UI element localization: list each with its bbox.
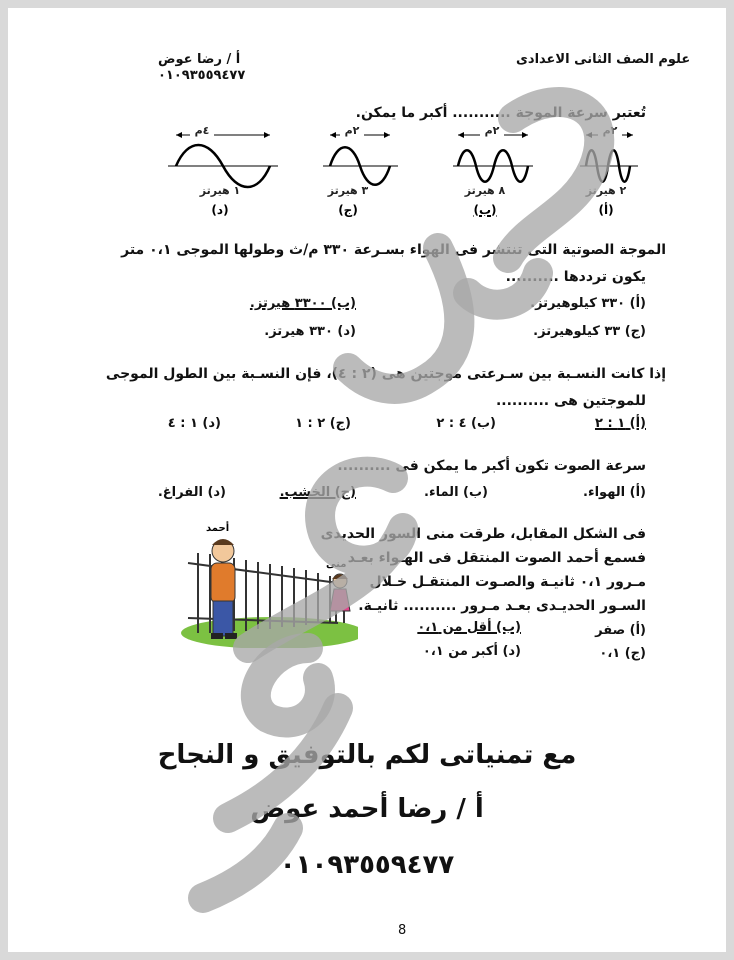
wave-c-length: ٢م <box>340 124 364 137</box>
wave-b-freq: ٨ هيرتز <box>464 184 506 197</box>
q2-line2: يكون ترددها .......... <box>505 269 646 285</box>
teacher-name: أ / رضا عوض <box>158 52 241 67</box>
wave-d-letter: (د) <box>211 203 229 217</box>
wave-c-letter: (ج) <box>338 203 358 217</box>
wave-d-freq: ١ هيرتز <box>199 184 241 197</box>
q3-option-d: (د) ١ : ٤ <box>167 416 221 431</box>
q3-option-a: (أ) ١ : ٢ <box>594 416 646 431</box>
footer-wish: مع تمنياتى لكم بالتوفيق و النجاح <box>157 740 577 770</box>
q4-text: سرعة الصوت تكون أكبر ما يمكن فى .......... <box>337 458 646 474</box>
q5-line2: فسمع أحمد الصوت المنتقل فى الهـواء بعـد <box>347 550 646 566</box>
q5-option-b: (ب) أقل من ٠،١ <box>417 620 521 635</box>
wave-a-freq: ٢ هيرتز <box>585 184 627 197</box>
q3-option-b: (ب) ٤ : ٢ <box>436 416 496 431</box>
q5-option-d: (د) أكبر من ٠،١ <box>422 644 521 659</box>
q1-waves-figure <box>158 123 638 193</box>
wave-b-length: ٢م <box>480 124 504 137</box>
q5-line4: السـور الحديـدى بعـد مـرور .......... ثانيـة. <box>358 598 646 614</box>
wave-c-freq: ٣ هيرتز <box>327 184 369 197</box>
q2-option-a: (أ) ٣٣٠ كيلوهيرتز. <box>530 296 646 311</box>
q2-option-b: (ب) ٣٣٠٠ هيرتز. <box>249 296 356 311</box>
wave-a-letter: (أ) <box>598 203 614 217</box>
q4-option-c: (ج) الخشب. <box>279 485 356 500</box>
wave-c <box>323 132 398 185</box>
q4-option-a: (أ) الهواء. <box>583 485 646 500</box>
wave-b <box>453 132 533 182</box>
q2-option-c: (ج) ٣٣ كيلوهيرتز. <box>533 324 646 339</box>
wave-d <box>168 132 278 187</box>
q5-line1: فى الشكل المقابل، طرقت منى السور الحديدى <box>320 526 646 542</box>
label-mona: منى <box>326 559 347 570</box>
q5-line3: مـرور ٠،١ ثانيـة والصـوت المنتقـل خـلال <box>369 574 646 590</box>
wave-a <box>580 132 638 182</box>
page-number: 8 <box>398 923 407 938</box>
label-ahmed: أحمد <box>206 523 230 534</box>
footer-name: أ / رضا أحمد عوض <box>250 794 484 824</box>
q3-line1: إذا كانت النسـبة بين سـرعتى موجتين هى (٢ : ٤)، فإن النسـبة بين الطول الموجى <box>105 366 666 382</box>
wave-b-letter: (ب) <box>473 203 497 217</box>
fence-illustration <box>178 523 358 648</box>
q2-line1: الموجة الصوتية التى تنتشر فى الهواء بسـرعة ٣٣٠ م/ث وطولها الموجى ٠،١ متر <box>121 242 666 258</box>
q2-option-d: (د) ٣٣٠ هيرتز. <box>264 324 356 339</box>
subject-title: علوم الصف الثانى الاعدادى <box>516 52 691 67</box>
q4-option-b: (ب) الماء. <box>424 485 488 500</box>
q3-line2: للموجتين هى .......... <box>495 393 646 409</box>
wave-a-length: ٢م <box>598 124 622 137</box>
footer-phone: ٠١٠٩٣٥٥٩٤٧٧ <box>279 850 455 880</box>
q1-text: تُعتبر سرعة الموجة ........... أكبر ما يمكن. <box>355 105 646 121</box>
wave-d-length: ٤م <box>190 124 214 137</box>
q5-option-a: (أ) صفر <box>595 623 646 638</box>
worksheet-page <box>8 8 726 952</box>
q5-option-c: (ج) ٠،١ <box>599 646 646 661</box>
q4-option-d: (د) الفراغ. <box>157 485 226 500</box>
teacher-phone: ٠١٠٩٣٥٥٩٤٧٧ <box>158 68 246 83</box>
q3-option-c: (ج) ٢ : ١ <box>295 416 351 431</box>
